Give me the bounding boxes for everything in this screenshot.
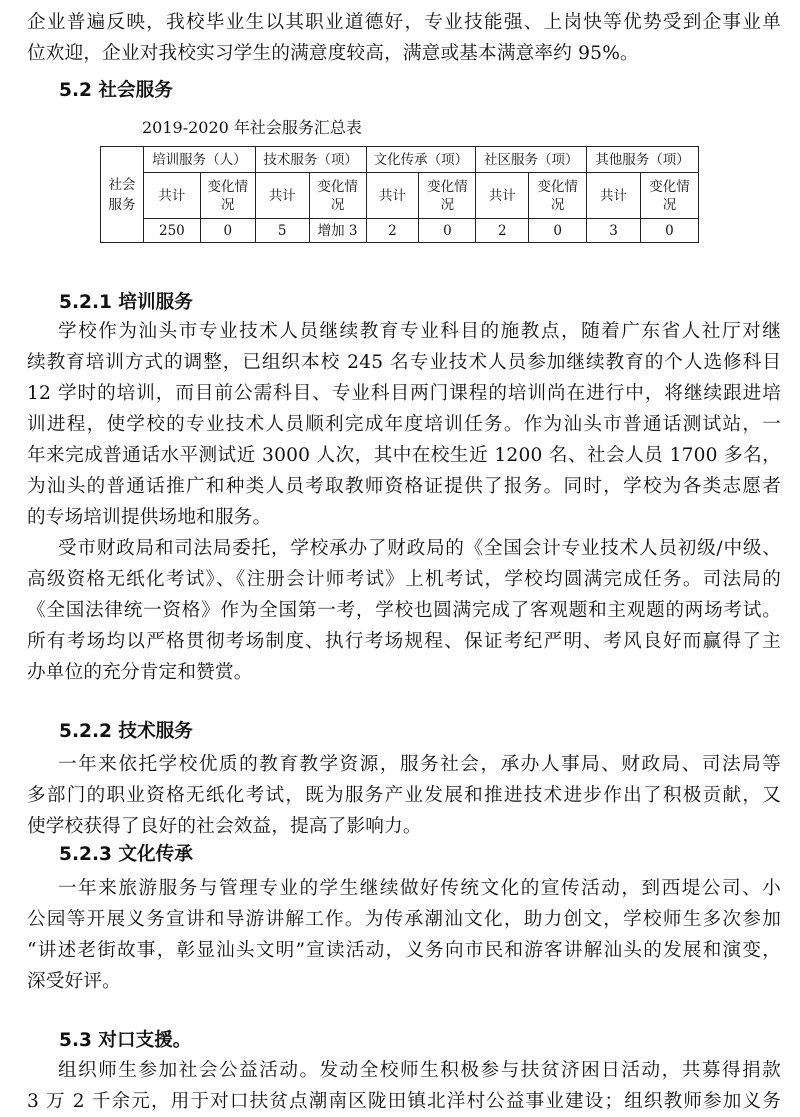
value-cell: 2 <box>476 219 529 243</box>
table-caption: 2019-2020 年社会服务汇总表 <box>142 118 362 137</box>
value-cell: 0 <box>529 219 587 243</box>
sub-header-change: 变化情况 <box>309 173 366 219</box>
value-cell: 5 <box>255 219 309 243</box>
text-line: 的专场培训提供场地和服务。 <box>27 507 272 528</box>
section-heading-5-2-1: 5.2.1 培训服务 <box>59 292 193 313</box>
sub-header-total: 共计 <box>143 173 200 219</box>
text-line: 学校作为汕头市专业技术人员继续教育专业科目的施教点，随着广东省人社厅对继 <box>58 321 781 342</box>
sub-header-change: 变化情况 <box>419 173 476 219</box>
sub-header-total: 共计 <box>366 173 419 219</box>
row-header-cell: 社会服务 <box>101 147 144 243</box>
sub-header-total: 共计 <box>587 173 641 219</box>
sub-header-change: 变化情况 <box>640 173 698 219</box>
value-cell: 3 <box>587 219 641 243</box>
section-heading-5-2: 5.2 社会服务 <box>59 80 173 101</box>
section-heading-5-2-2: 5.2.2 技术服务 <box>59 721 193 742</box>
sub-header-change: 变化情况 <box>200 173 255 219</box>
support-paragraph <box>27 1055 781 1117</box>
text-line: 续教育培训方式的调整，已组织本校 245 名专业技术人员参加继续教育的个人选修科目 <box>27 352 781 373</box>
text-line: 为汕头的普通话推广和种类人员考取教师资格证提供了报务。同时，学校为各类志愿者 <box>27 476 781 497</box>
intro-paragraph <box>27 7 781 69</box>
section-heading-5-3: 5.3 对口支援。 <box>59 1030 192 1051</box>
sub-header-change: 变化情况 <box>529 173 587 219</box>
value-cell: 0 <box>640 219 698 243</box>
text-line: 一年来依托学校优质的教育教学资源，服务社会，承办人事局、财政局、司法局等 <box>58 754 781 775</box>
text-line: 3 万 2 千余元，用于对口扶贫点潮南区陇田镇北洋村公益事业建设；组织教师参加义务 <box>27 1091 781 1112</box>
text-line: 所有考场均以严格贯彻考场制度、执行考场规程、保证考纪严明、考风良好而赢得了主 <box>27 631 781 652</box>
group-header-training: 培训服务（人） <box>143 147 255 173</box>
social-service-table <box>100 146 699 243</box>
value-cell: 250 <box>143 219 200 243</box>
value-cell: 2 <box>366 219 419 243</box>
text-line: 年来完成普通话水平测试近 3000 人次，其中在校生近 1200 名、社会人员 1700 多名， <box>27 445 781 466</box>
value-cell: 增加 3 <box>309 219 366 243</box>
text-line: 深受好评。 <box>27 971 121 992</box>
text-line: 企业普遍反映，我校毕业生以其职业道德好，专业技能强、上岗快等优势受到企事业单 <box>27 12 781 33</box>
sub-header-total: 共计 <box>255 173 309 219</box>
culture-paragraph <box>27 873 781 997</box>
text-line: 使学校获得了良好的社会效益，提高了影响力。 <box>27 816 422 837</box>
section-heading-5-2-3: 5.2.3 文化传承 <box>59 844 193 865</box>
value-cell: 0 <box>419 219 476 243</box>
group-header-other: 其他服务（项） <box>587 147 699 173</box>
text-line: 公园等开展义务宣讲和导游讲解工作。为传承潮汕文化，助力创文，学校师生多次参加 <box>27 909 781 930</box>
text-line: 训进程，使学校的专业技术人员顺利完成年度培训任务。作为汕头市普通话测试站，一 <box>27 414 781 435</box>
technical-paragraph <box>27 749 781 842</box>
text-line: 组织师生参加社会公益活动。发动全校师生积极参与扶贫济困日活动，共募得捐款 <box>58 1060 781 1081</box>
group-header-culture: 文化传承（项） <box>366 147 476 173</box>
sub-header-total: 共计 <box>476 173 529 219</box>
training-paragraph-2 <box>27 533 781 688</box>
text-line: “讲述老街故事，彰显汕头文明”宣读活动，义务向市民和游客讲解汕头的发展和演变， <box>27 940 781 961</box>
text-line: 一年来旅游服务与管理专业的学生继续做好传统文化的宣传活动，到西堤公司、小 <box>58 878 781 899</box>
training-paragraph-1 <box>27 316 781 533</box>
group-header-technical: 技术服务（项） <box>255 147 366 173</box>
value-cell: 0 <box>200 219 255 243</box>
text-line: 办单位的充分肯定和赞赏。 <box>27 662 253 683</box>
text-line: 高级资格无纸化考试》、《注册会计师考试》上机考试，学校均圆满完成任务。司法局的 <box>27 569 781 590</box>
text-line: 《全国法律统一资格》作为全国第一考，学校也圆满完成了客观题和主观题的两场考试。 <box>27 600 781 621</box>
text-line: 12 学时的培训，而目前公需科目、专业科目两门课程的培训尚在进行中，将继续跟进培 <box>27 383 781 404</box>
group-header-community: 社区服务（项） <box>476 147 587 173</box>
text-line: 位欢迎，企业对我校实习学生的满意度较高，满意或基本满意率约 95%。 <box>27 43 639 64</box>
text-line: 多部门的职业资格无纸化考试，既为服务产业发展和推进技术进步作出了积极贡献，又 <box>27 785 781 806</box>
text-line: 受市财政局和司法局委托，学校承办了财政局的《全国会计专业技术人员初级/中级、 <box>58 538 781 559</box>
